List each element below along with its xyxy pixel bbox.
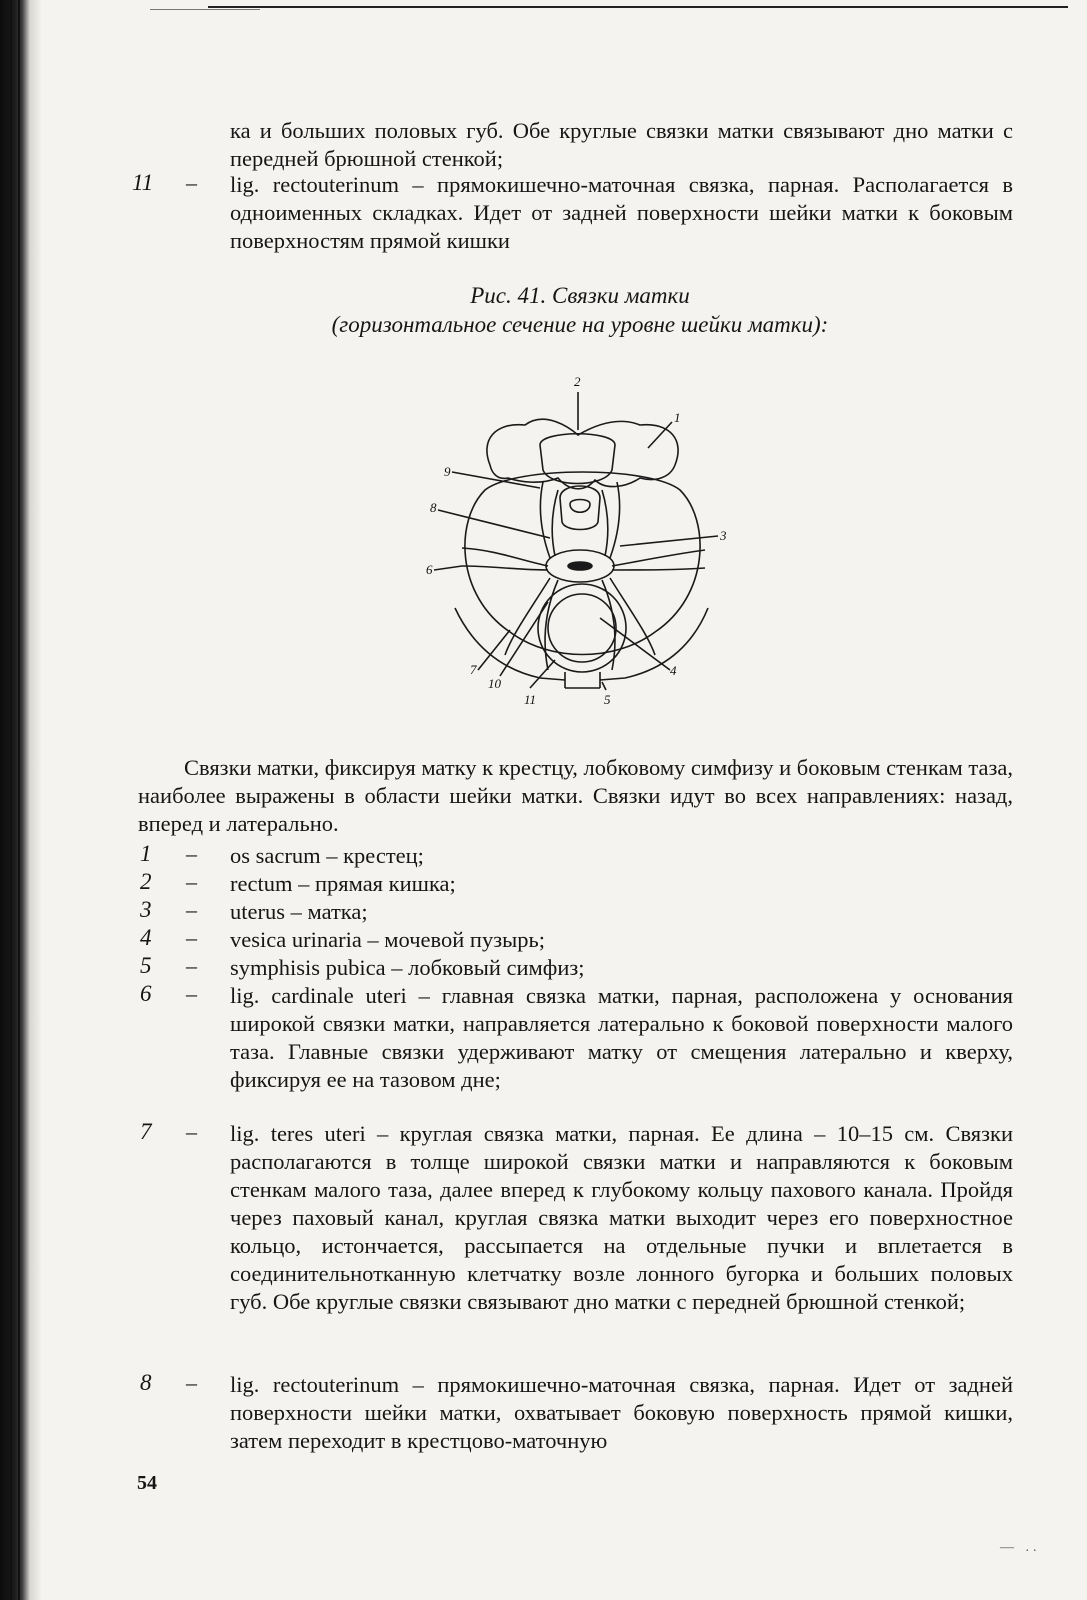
- item-text: lig. rectouterinum – прямокишечно-маточная связка, парная. Располагается в одноименных складках. Идет от задней поверхности шейки матки к боковым поверхностям прямой кишки: [230, 172, 1013, 253]
- item-text: vesica urinaria – мочевой пузырь;: [230, 927, 545, 952]
- item-text: lig. cardinale uteri – главная связка матки, парная, расположена у основания широкой связки матки, направляется латерально к боковой поверхности малого таза. Главные связки удерживают матку от смещения латерально и кверху, фиксируя ее на тазовом дне;: [230, 983, 1013, 1092]
- item-number: 3: [140, 897, 152, 922]
- figure-label: 6: [426, 562, 433, 577]
- item-dash: –: [186, 925, 197, 950]
- intro-paragraph: Связки матки, фиксируя матку к крестцу, лобковому симфизу и боковым стенкам таза, наиболее выражены в области шейки матки. Связки идут во всех направлениях: назад, вперед и латерально.: [138, 755, 1013, 836]
- page-number: 54: [137, 1472, 157, 1494]
- item-text: uterus – матка;: [230, 899, 368, 924]
- figure-label: 2: [574, 374, 581, 389]
- item-text: lig. rectouterinum – прямокишечно-маточная связка, парная. Идет от задней поверхности шейки матки, охватывает боковую поверхность прямой кишки, затем переходит в крестцово-маточную: [230, 1372, 1013, 1453]
- vertebra-shape: [540, 434, 615, 484]
- item-text: rectum – прямая кишка;: [230, 871, 456, 896]
- figure-caption-title: Рис. 41. Связки матки: [470, 283, 690, 308]
- figure-label: 7: [470, 662, 477, 677]
- spine-line: [10, 0, 12, 1600]
- item-number: 6: [140, 981, 152, 1006]
- item-number: 1: [140, 841, 152, 866]
- item-dash: –: [186, 841, 197, 866]
- figure-label: 3: [720, 528, 727, 543]
- item-text: lig. teres uteri – круглая связка матки, парная. Ее длина – 10–15 см. Связки располагаются в толще широкой связки матки и направляются к боковым стенкам малого таза, далее вперед к глубокому кольцу пахового канала. Пройдя через паховый канал, круглая связка матки выходит через его поверхностное кольцо, истончается, рассыпается на отдельные пучки и вплетается в соединительнотканную клетчатку возле лонного бугорка и больших половых губ. Обе круглые связки связывают дно матки с передней брюшной стенкой;: [230, 1121, 1013, 1314]
- anatomical-diagram: [400, 370, 780, 720]
- item-dash: –: [186, 897, 197, 922]
- item-dash: –: [186, 869, 197, 894]
- figure-label: 11: [524, 692, 537, 707]
- item-number: 2: [140, 869, 152, 894]
- pelvis-cross-section-figure: [400, 370, 780, 720]
- figure-label: 8: [430, 500, 437, 515]
- figure-label: 9: [444, 464, 451, 479]
- item-number: 11: [132, 170, 154, 195]
- ligament-lines: [462, 482, 705, 670]
- item-number: 8: [140, 1370, 152, 1395]
- item-number: 5: [140, 953, 152, 978]
- top-rule: [208, 6, 1068, 8]
- spine-line: [18, 0, 20, 1600]
- item-dash: –: [186, 953, 197, 978]
- figure-caption-subtitle: (горизонтальное сечение на уровне шейки матки):: [331, 312, 829, 337]
- continuation-text: ка и больших половых губ. Обе круглые связки матки связывают дно матки с передней брюшной стенкой;: [230, 118, 1013, 171]
- figure-label: 1: [674, 410, 681, 425]
- leader-lines: [434, 392, 718, 690]
- top-rule-fragment: [150, 9, 260, 10]
- book-spine-shadow: [0, 0, 42, 1600]
- item-text: symphisis pubica – лобковый симфиз;: [230, 955, 585, 980]
- rectum-shape: [560, 486, 600, 530]
- item-number: 4: [140, 925, 152, 950]
- item-dash: –: [186, 170, 197, 195]
- spine-line: [3, 0, 6, 1600]
- item-dash: –: [186, 981, 197, 1006]
- figure-label: 10: [488, 676, 501, 691]
- item-number: 7: [140, 1119, 152, 1144]
- figure-label: 4: [670, 663, 677, 678]
- item-dash: –: [186, 1370, 197, 1395]
- figure-label: 5: [604, 692, 611, 707]
- item-text: os sacrum – крестец;: [230, 843, 424, 868]
- scan-corner-mark: — ..: [1000, 1540, 1041, 1555]
- item-dash: –: [186, 1119, 197, 1144]
